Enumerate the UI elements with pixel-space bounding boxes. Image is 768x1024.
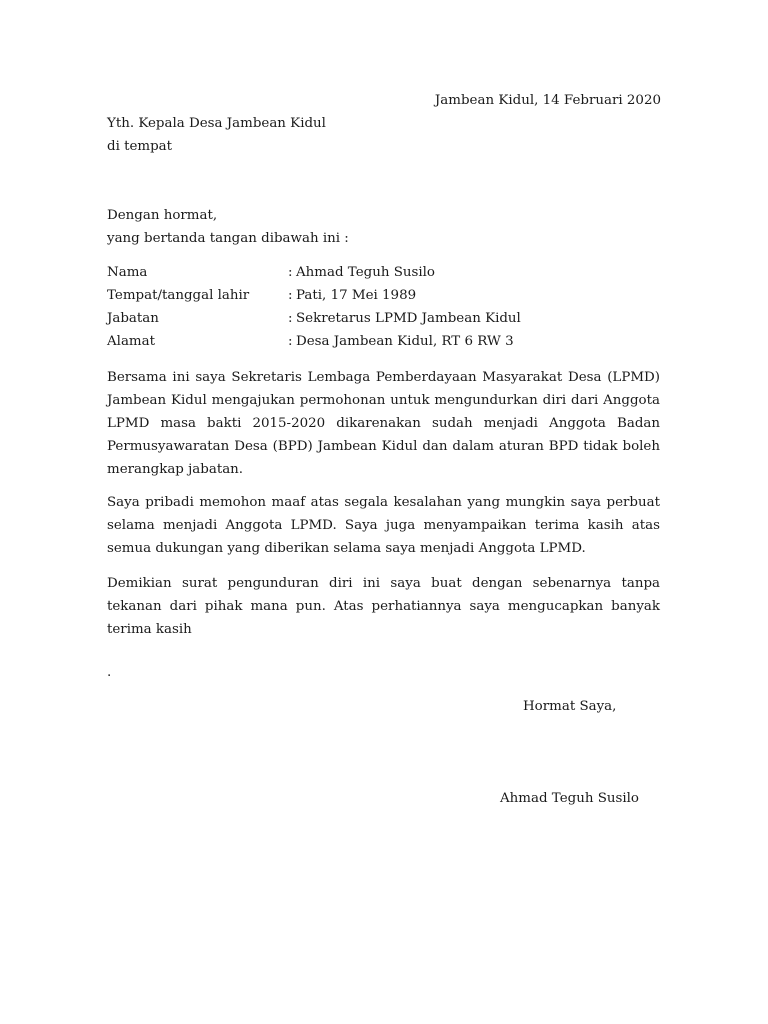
identity-row-position xyxy=(107,310,667,333)
identity-label: Nama xyxy=(107,265,148,280)
identity-colon: : xyxy=(288,311,293,326)
body-paragraph-resignation: Bersama ini saya Sekretaris Lembaga Pemberdayaan Masyarakat Desa (LPMD) Jambean Kidul mengajukan permohonan untuk mengundurkan diri dari Anggota LPMD masa bakti 2015-2020 dikarenakan sudah menjadi Anggota Badan Permusyawaratan Desa (BPD) Jambean Kidul dan dalam aturan BPD tidak boleh merangkap jabatan. xyxy=(107,370,660,477)
stray-dot: . xyxy=(107,665,112,680)
identity-row-address xyxy=(107,333,667,356)
identity-colon: : xyxy=(288,288,293,303)
identity-colon: : xyxy=(288,265,293,280)
identity-block xyxy=(107,264,667,356)
identity-label: Alamat xyxy=(107,334,155,349)
identity-value: Desa Jambean Kidul, RT 6 RW 3 xyxy=(296,334,514,349)
identity-value: Sekretarus LPMD Jambean Kidul xyxy=(296,311,521,326)
identity-row-name xyxy=(107,264,667,287)
identity-row-birth xyxy=(107,287,667,310)
place-date: Jambean Kidul, 14 Februari 2020 xyxy=(434,93,661,108)
recipient: Yth. Kepala Desa Jambean Kidul xyxy=(107,116,326,131)
body-paragraph-apology: Saya pribadi memohon maaf atas segala kesalahan yang mungkin saya perbuat selama menjadi Anggota LPMD. Saya juga menyampaikan terima kasih atas semua dukungan yang diberikan selama saya menjadi Anggota LPMD. xyxy=(107,495,660,556)
identity-label: Jabatan xyxy=(107,311,159,326)
body-paragraph-closing: Demikian surat pengunduran diri ini saya buat dengan sebenarnya tanpa tekanan dari pihak mana pun. Atas perhatiannya saya mengucapkan banyak terima kasih xyxy=(107,576,660,637)
identity-colon: : xyxy=(288,334,293,349)
signer-name: Ahmad Teguh Susilo xyxy=(500,791,639,806)
recipient-place: di tempat xyxy=(107,139,173,154)
closing-salutation: Hormat Saya, xyxy=(523,699,617,714)
greeting: Dengan hormat, xyxy=(107,208,218,223)
identity-value: Pati, 17 Mei 1989 xyxy=(296,288,417,303)
identity-value: Ahmad Teguh Susilo xyxy=(296,265,435,280)
identity-label: Tempat/tanggal lahir xyxy=(107,288,250,303)
intro-line: yang bertanda tangan dibawah ini : xyxy=(107,231,349,246)
